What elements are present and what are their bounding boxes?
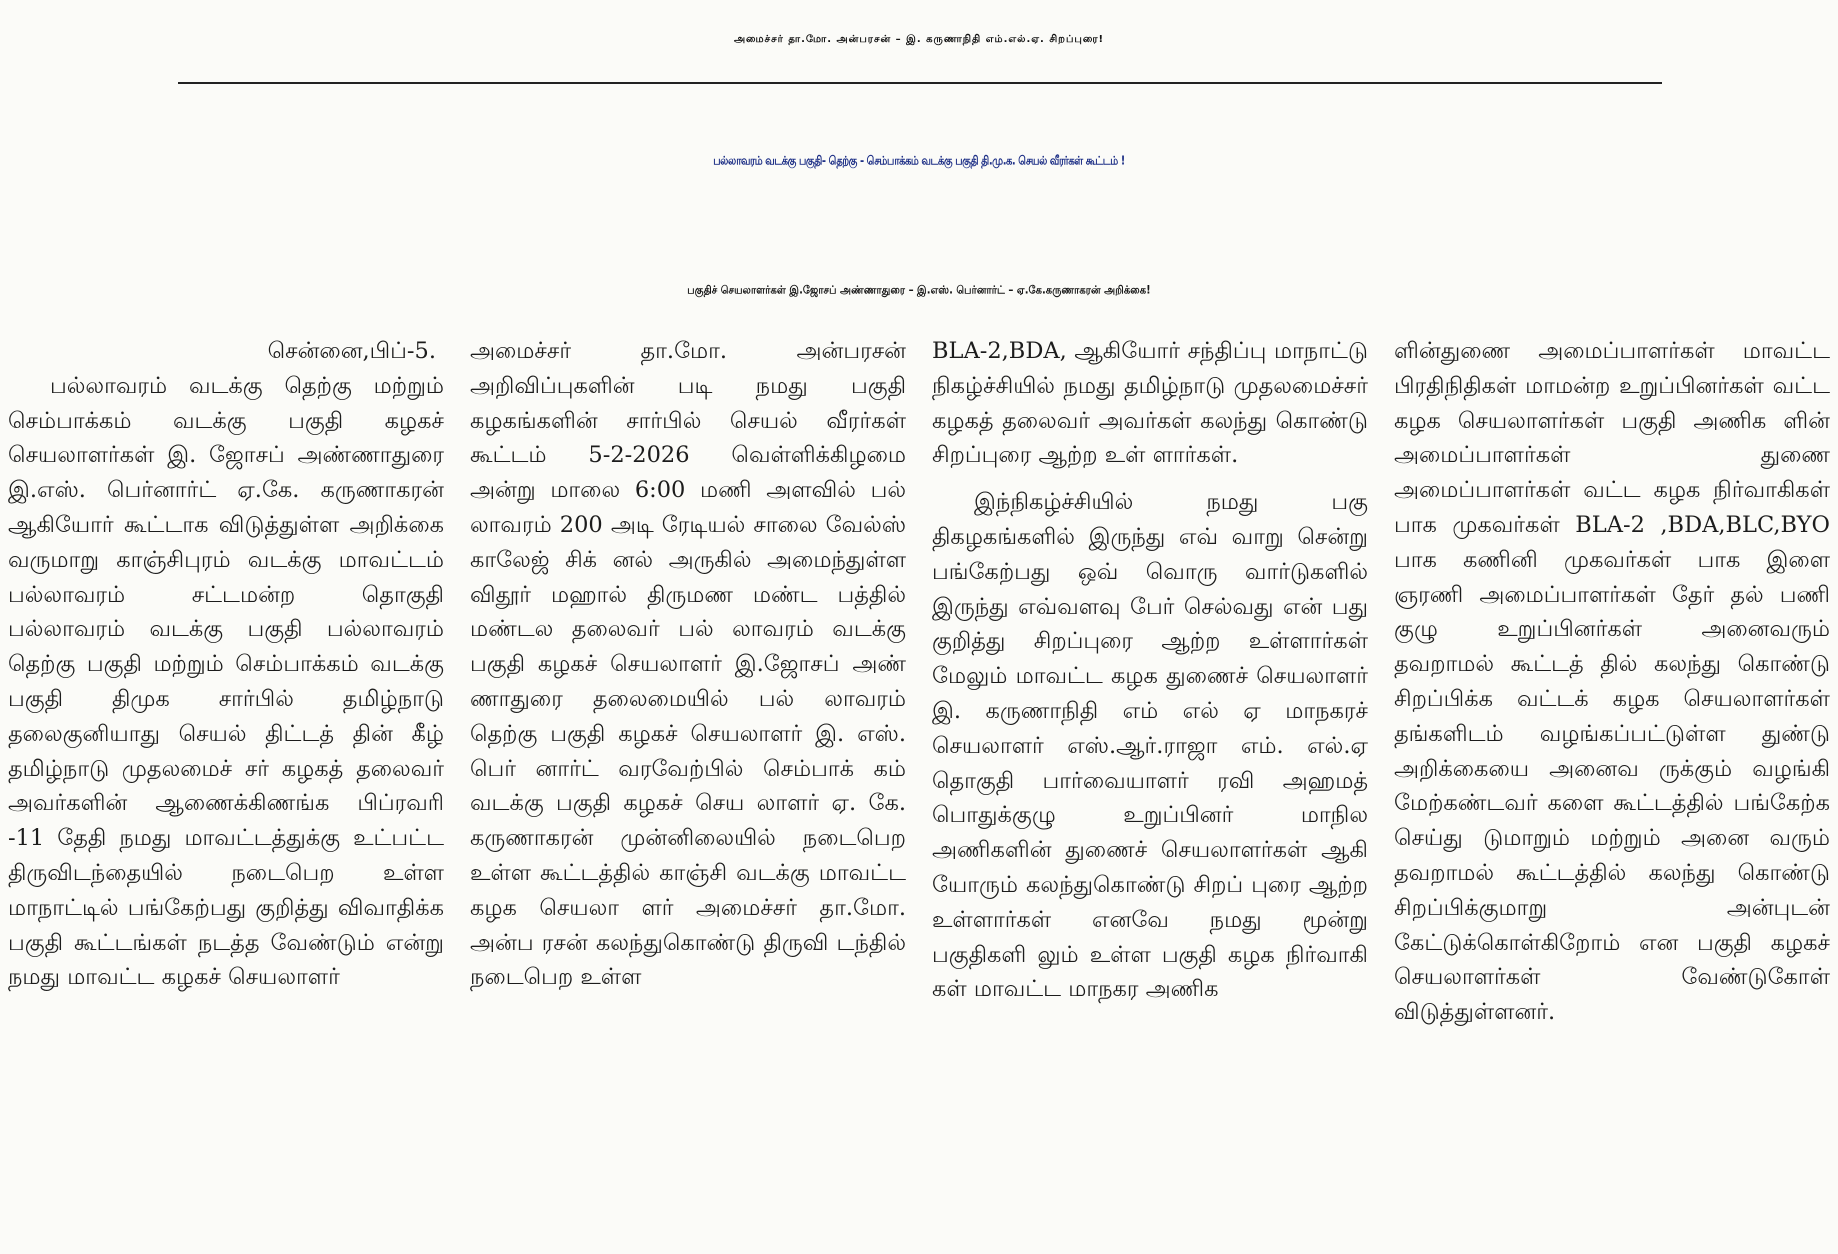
- paragraph: பல்லாவரம் வடக்கு தெற்கு மற்றும் செம்பாக்கம் வடக்கு பகுதி கழகச் செயலாளர்கள் இ. ஜோசப் அண்ணாதுரை இ.எஸ். பெர்னார்ட் ஏ.கே. கருணாகரன் ஆகியோர் கூட்டாக விடுத்துள்ள அறிக்கை வருமாறு காஞ்சிபுரம் வடக்கு மாவட்டம் பல்லாவரம் சட்டமன்ற தொகுதி பல்லாவரம் வடக்கு பகுதி பல்லாவரம் தெற்கு பகுதி மற்றும் செம்பாக்கம் வடக்கு பகுதி திமுக சார்பில் தமிழ்நாடு தலைகுனியாது செயல் திட்டத் தின் கீழ் தமிழ்நாடு முதலமைச் சர் கழகத் தலைவர் அவர்களின் ஆணைக்கிணங்க பிப்ரவரி -11 தேதி நமது மாவட்டத்துக்கு உட்பட்ட திருவிடந்தையில் நடைபெற உள்ள மாநாட்டில் பங்கேற்பது குறித்து விவாதிக்க பகுதி கூட்டங்கள் நடத்த வேண்டும் என்று நமது மாவட்ட கழகச் செயலாளர்: [8, 372, 444, 991]
- dateline: சென்னை,பிப்-5.: [267, 338, 436, 364]
- column-3: [932, 334, 1368, 1250]
- kicker-line: அமைச்சர் தா.மோ. அன்பரசன் – இ. கருணாநிதி எம்.எல்.ஏ. சிறப்புரை!: [733, 34, 1105, 45]
- paragraph: இந்நிகழ்ச்சியில் நமது பகு திகழகங்களில் இருந்து எவ் வாறு சென்று பங்கேற்பது ஒவ் வொரு வார்டுகளில் இருந்து எவ்வளவு பேர் செல்வது என் பது குறித்து சிறப்புரை ஆற்ற உள்ளார்கள் மேலும் மாவட்ட கழக துணைச் செயலாளர் இ. கருணாநிதி எம் எல் ஏ மாநகரச் செயலாளர் எஸ்.ஆர்.ராஜா எம். எல்.ஏ தொகுதி பார்வையாளர் ரவி அஹமத் பொதுக்குழு உறுப்பினர் மாநில அணிகளின் துணைச் செயலாளர்கள் ஆகி யோரும் கலந்துகொண்டு சிறப் புரை ஆற்ற உள்ளார்கள் எனவே நமது மூன்று பகுதிகளி லும் உள்ள பகுதி கழக நிர்வாகி கள் மாவட்ட மாநகர அணிக: [932, 489, 1368, 1003]
- paragraph: BLA-2,BDA, ஆகியோர் சந்திப்பு மாநாட்டு நிகழ்ச்சியில் நமது தமிழ்நாடு முதலமைச்சர் கழகத் தலைவர் அவர்கள் கலந்து கொண்டு சிறப்புரை ஆற்ற உள் ளார்கள்.: [932, 338, 1368, 469]
- column-1: [8, 334, 444, 1250]
- paragraph: அமைச்சர் தா.மோ. அன்பரசன் அறிவிப்புகளின் படி நமது பகுதி கழகங்களின் சார்பில் செயல் வீரர்கள் கூட்டம் 5-2-2026 வெள்ளிக்கிழமை அன்று மாலை 6:00 மணி அளவில் பல் லாவரம் 200 அடி ரேடியல் சாலை வேல்ஸ் காலேஜ் சிக் னல் அருகில் அமைந்துள்ள விதூர் மஹால் திருமண மண்ட பத்தில் மண்டல தலைவர் பல் லாவரம் வடக்கு பகுதி கழகச் செயலாளர் இ.ஜோசப் அண் ணாதுரை தலைமையில் பல் லாவரம் தெற்கு பகுதி கழகச் செயலாளர் இ. எஸ். பெர் னார்ட் வரவேற்பில் செம்பாக் கம் வடக்கு பகுதி கழகச் செய லாளர் ஏ. கே. கருணாகரன் முன்னிலையில் நடைபெற உள்ள கூட்டத்தில் காஞ்சி வடக்கு மாவட்ட கழக செயலா ளர் அமைச்சர் தா.மோ. அன்ப ரசன் கலந்துகொண்டு திருவி டந்தில் நடைபெற உள்ள: [470, 338, 906, 991]
- kicker-rule: [178, 82, 1662, 84]
- headline: பல்லாவரம் வடக்கு பகுதி- தெற்கு - செம்பாக்கம் வடக்கு பகுதி தி.மு.க. செயல் வீரர்கள் கூட்டம் !: [713, 154, 1125, 168]
- column-2: [470, 334, 906, 1250]
- article-body: [8, 334, 1830, 1250]
- column-4: [1394, 334, 1830, 1250]
- paragraph: ளின்துணை அமைப்பாளர்கள் மாவட்ட பிரதிநிதிகள் மாமன்ற உறுப்பினர்கள் வட்ட கழக செயலாளர்கள் பகுதி அணிக ளின் அமைப்பாளர்கள் துணை அமைப்பாளர்கள் வட்ட கழக நிர்வாகிகள் பாக முகவர்கள் BLA-2 ,BDA,BLC,BYO பாக கணினி முகவர்கள் பாக இளை ஞரணி அமைப்பாளர்கள் தேர் தல் பணி குழு உறுப்பினர்கள் அனைவரும் தவறாமல் கூட்டத் தில் கலந்து கொண்டு சிறப்பிக்க வட்டக் கழக செயலாளர்கள் தங்களிடம் வழங்கப்பட்டுள்ள துண்டு அறிக்கையை அனைவ ருக்கும் வழங்கி மேற்கண்டவர் களை கூட்டத்தில் பங்கேற்க செய்து டுமாறும் மற்றும் அனை வரும் தவறாமல் கூட்டத்தில் கலந்து கொண்டு சிறப்பிக்குமாறு அன்புடன் கேட்டுக்கொள்கிறோம் என பகுதி கழகச் செயலாளர்கள் வேண்டுகோள் விடுத்துள்ளனர்.: [1394, 338, 1830, 1026]
- subheadline: பகுதிச் செயலாளர்கள் இ.ஜோசப் அண்ணாதுரை – இ.எஸ். பெர்னார்ட் – ஏ.கே.கருணாகரன் அறிக்கை!: [687, 284, 1151, 298]
